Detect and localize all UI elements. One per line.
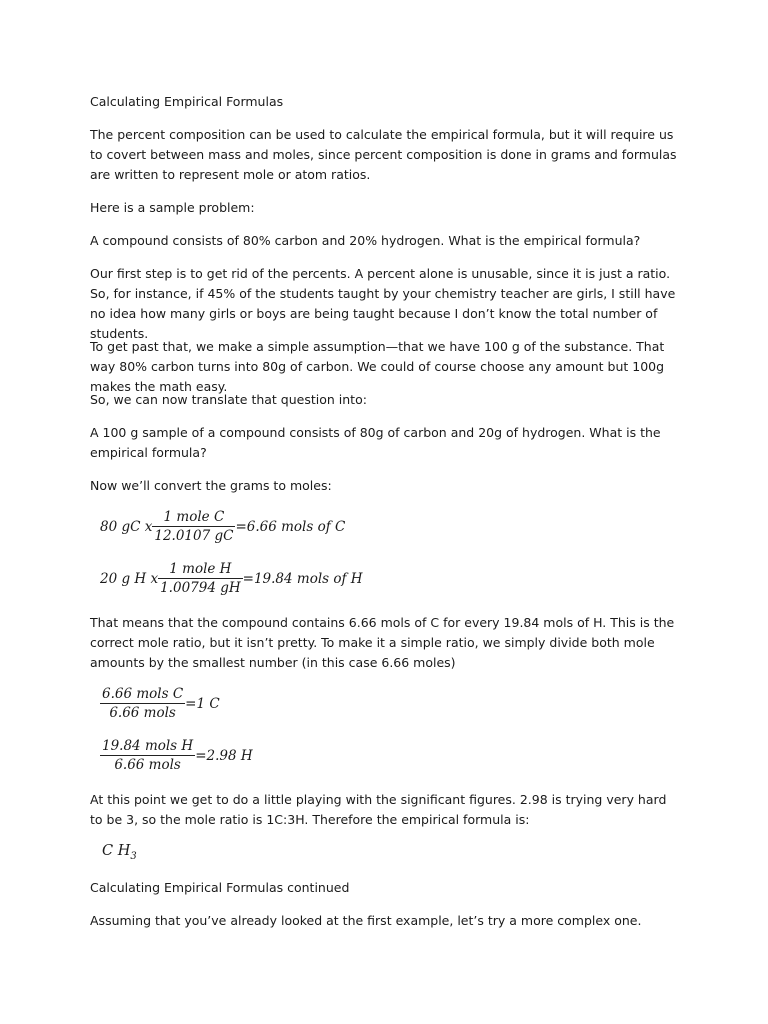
fraction-denominator: 12.0107 gC <box>154 528 234 544</box>
paragraph-problem-restated: A 100 g sample of a compound consists of 80g of carbon and 20g of hydrogen. What is the empirical formula? <box>90 425 661 460</box>
paragraph-significant-figures: At this point we get to do a little playing with the significant figures. 2.98 is trying very hard to be 3, so the mole ratio is 1C:3H. Therefore the empirical formula is: <box>90 792 667 827</box>
equation-hydrogen-ratio <box>100 738 253 773</box>
fraction-denominator: 6.66 mols <box>114 757 181 773</box>
equation-rhs: =19.84 mols of H <box>242 570 363 587</box>
equation-carbon-ratio <box>100 686 220 721</box>
paragraph-assumption: To get past that, we make a simple assumption—that we have 100 g of the substance. That way 80% carbon turns into 80g of carbon. We could of course choose any amount but 100g makes the math easy. <box>90 339 665 394</box>
fraction <box>100 738 195 773</box>
fraction-denominator: 6.66 mols <box>109 705 176 721</box>
section-title-continued: Calculating Empirical Formulas continued <box>90 880 350 895</box>
equation-hydrogen-moles <box>100 561 363 596</box>
equation-rhs: =6.66 mols of C <box>235 518 346 535</box>
equation-carbon-moles <box>100 509 345 544</box>
paragraph-translate: So, we can now translate that question into: <box>90 392 367 407</box>
paragraph-convert: Now we’ll convert the grams to moles: <box>90 478 332 493</box>
formula-subscript: 3 <box>130 851 137 862</box>
page-title: Calculating Empirical Formulas <box>90 94 284 109</box>
fraction <box>152 509 235 544</box>
paragraph-sample-heading: Here is a sample problem: <box>90 200 255 215</box>
formula-base: C H <box>102 843 131 859</box>
equation-lhs: 20 g H x <box>100 570 159 587</box>
fraction <box>100 686 185 721</box>
equation-rhs: =1 C <box>185 695 220 712</box>
fraction-numerator: 1 mole H <box>158 561 243 579</box>
paragraph-intro: The percent composition can be used to calculate the empirical formula, but it will require us to covert between mass and moles, since percent composition is done in grams and formulas are written to represent mole or atom ratios. <box>90 127 677 182</box>
paragraph-problem: A compound consists of 80% carbon and 20% hydrogen. What is the empirical formula? <box>90 233 641 248</box>
empirical-formula <box>102 843 137 862</box>
paragraph-mole-ratio: That means that the compound contains 6.66 mols of C for every 19.84 mols of H. This is the correct mole ratio, but it isn’t pretty. To make it a simple ratio, we simply divide both mole amounts by the smallest number (in this case 6.66 moles) <box>90 615 675 670</box>
equation-lhs: 80 gC x <box>100 518 153 535</box>
fraction-denominator: 1.00794 gH <box>160 580 241 596</box>
fraction <box>158 561 243 596</box>
fraction-numerator: 6.66 mols C <box>102 686 184 702</box>
paragraph-step-one: Our first step is to get rid of the percents. A percent alone is unusable, since it is just a ratio. So, for instance, if 45% of the students taught by your chemistry teacher are girls, I still have no idea how many girls or boys are being taught because I don’t know the total number of students. <box>90 266 676 341</box>
fraction-numerator: 1 mole C <box>152 509 235 527</box>
equation-rhs: =2.98 H <box>195 747 253 764</box>
paragraph-next-example: Assuming that you’ve already looked at the first example, let’s try a more complex one. <box>90 913 642 928</box>
fraction-numerator: 19.84 mols H <box>102 738 194 754</box>
